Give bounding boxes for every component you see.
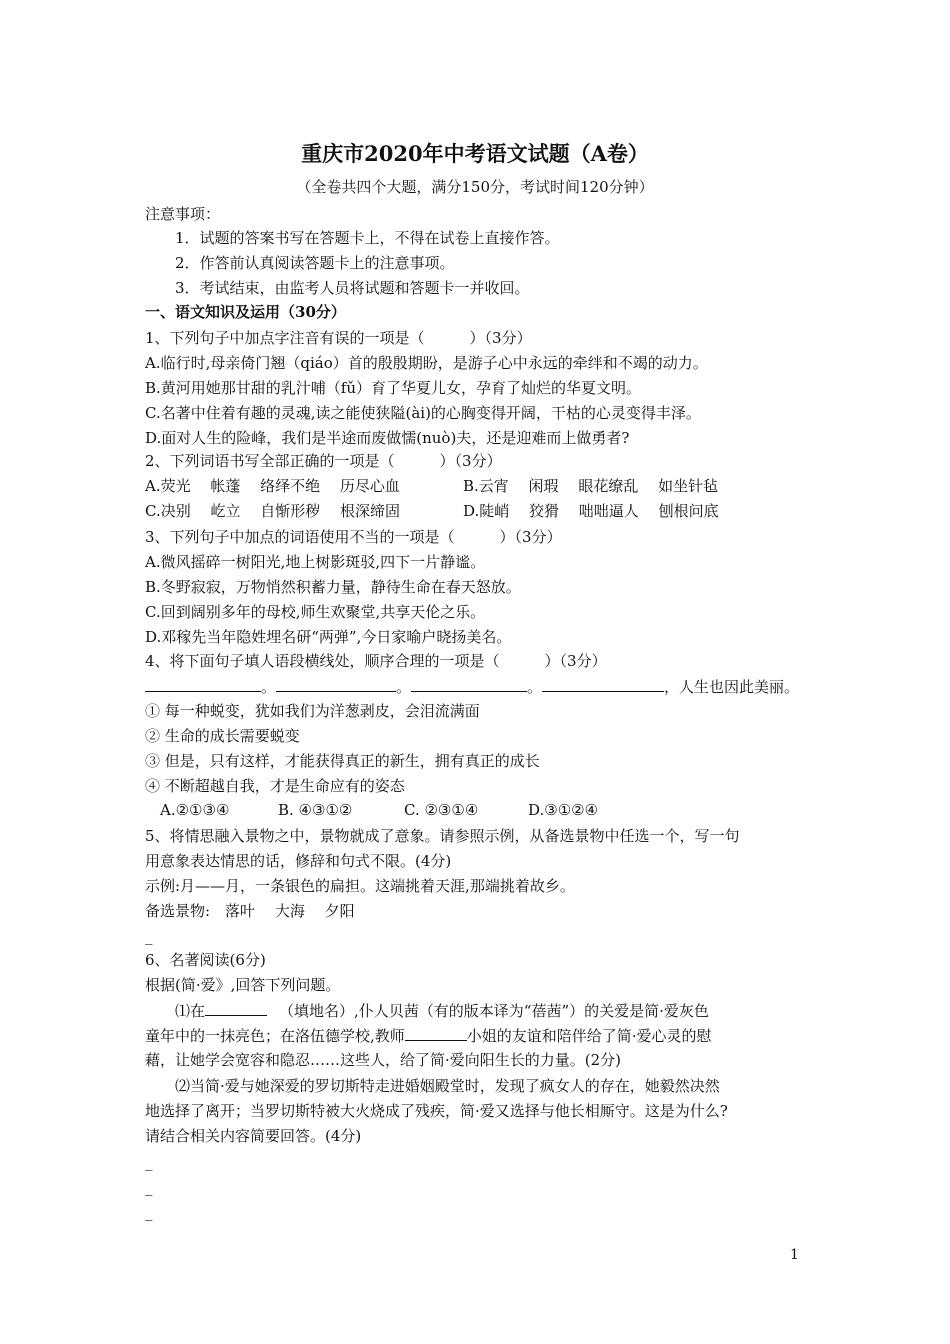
question-option: B.黄河用她那甘甜的乳汁哺（fǔ）育了华夏儿女，孕育了灿烂的华夏文明。 xyxy=(145,379,642,397)
question-option: A.微风摇碎一树阳光,地上树影斑驳,四下一片静谧。 xyxy=(145,553,486,571)
question-stem: 2、下列词语书写全部正确的一项是（ ）（3分） xyxy=(145,452,502,470)
subquestion-line: 藉，让她学会宽容和隐忍……这些人，给了简·爱向阳生长的力量。(2分) xyxy=(145,1051,622,1069)
question-option: A.荧光 帐蓬 络绎不绝 历尽心血 xyxy=(145,477,400,495)
blank-separator: 。 xyxy=(261,678,277,696)
page-title: 重庆市2020年中考语文试题（A卷） xyxy=(301,141,649,166)
question-option: D.③①②④ xyxy=(528,801,599,819)
answer-line[interactable]: _ xyxy=(145,1178,153,1196)
example-text: 示例:月——月，一条银色的扁担。这端挑着天涯,那端挑着故乡。 xyxy=(145,877,575,895)
subquestion-line: ⑵当简·爱与她深爱的罗切斯特走进婚姻殿堂时，发现了疯女人的存在，她毅然决然 xyxy=(175,1077,720,1095)
question-stem: 1、下列句子中加点字注音有误的一项是（ ）（3分） xyxy=(145,329,532,347)
subquestion-line: 地选择了离开；当罗切斯特被大火烧成了残疾，简·爱又选择与他长相厮守。这是为什么? xyxy=(145,1102,728,1120)
question-option: C.回到阔别多年的母校,师生欢聚堂,共享天伦之乐。 xyxy=(145,603,486,621)
answer-line[interactable]: _ xyxy=(145,927,153,945)
fill-blank-line xyxy=(145,676,799,697)
question-intro: 根据(简·爱》,回答下列问题。 xyxy=(145,976,341,994)
blank-separator: 。 xyxy=(396,678,412,696)
question-option: A.②①③④ xyxy=(160,801,230,819)
question-option: B.冬野寂寂，万物悄然积蓄力量，静待生命在春天怒放。 xyxy=(145,578,521,596)
blank-separator: 。 xyxy=(527,678,543,696)
question-stem: 4、将下面句子填人语段横线处，顺序合理的一项是（ ）（3分） xyxy=(145,652,607,670)
choice-row xyxy=(160,800,598,820)
answer-line[interactable]: _ xyxy=(145,1153,153,1171)
question-stem: 6、名著阅读(6分) xyxy=(145,951,266,969)
page-number: 1 xyxy=(790,1247,799,1263)
option-row xyxy=(145,476,718,496)
sentence-item: ① 每一种蜕变，犹如我们为洋葱剥皮，会泪流满面 xyxy=(145,702,480,720)
sentence-item: ② 生命的成长需要蜕变 xyxy=(145,727,300,745)
section-heading: 一、语文知识及运用（30分） xyxy=(145,303,346,321)
notice-item: 3．考试结束，由监考人员将试题和答题卡一并收回。 xyxy=(175,279,530,297)
answer-blank[interactable] xyxy=(276,676,396,692)
subquestion-line xyxy=(175,1000,709,1021)
answer-line[interactable]: _ xyxy=(145,1203,153,1221)
answer-blank[interactable] xyxy=(205,1000,267,1016)
question-option: C.决别 屹立 自惭形秽 根深缔固 xyxy=(145,502,401,520)
notice-item: 2．作答前认真阅读答题卡上的注意事项。 xyxy=(175,254,455,272)
option-row xyxy=(145,501,719,521)
notice-heading: 注意事项： xyxy=(145,205,221,223)
question-stem: 用意象表达情思的话，修辞和句式不限。(4分) xyxy=(145,852,452,870)
subquestion-text: （填地名）,仆人贝茜（有的版本译为“蓓茜”）的关爱是简·爱灰色 xyxy=(279,1002,709,1020)
subquestion-line xyxy=(145,1025,712,1046)
question-stem: 3、下列句子中加点的词语使用不当的一项是（ ）（3分） xyxy=(145,528,562,546)
question-option: B.云宵 闲瑕 眼花缭乱 如坐针毡 xyxy=(463,477,719,495)
question-option: C.名著中住着有趣的灵魂,读之能使狭隘(ài)的心胸变得开阔，干枯的心灵变得丰泽。 xyxy=(145,404,701,422)
subquestion-text: 小姐的友谊和陪伴给了简·爱心灵的慰 xyxy=(466,1027,712,1045)
question-option: C. ②③①④ xyxy=(404,801,479,819)
answer-blank[interactable] xyxy=(145,676,261,692)
answer-blank[interactable] xyxy=(405,1025,467,1041)
answer-blank[interactable] xyxy=(411,676,527,692)
question-option: D.面对人生的险峰，我们是半途而废做懦(nuò)夫，还是迎难而上做勇者? xyxy=(145,429,630,447)
answer-blank[interactable] xyxy=(542,676,664,692)
candidate-words: 备选景物: 落叶 大海 夕阳 xyxy=(145,902,355,920)
blank-ending: ，人生也因此美丽。 xyxy=(664,678,800,696)
notice-item: 1．试题的答案书写在答题卡上，不得在试卷上直接作答。 xyxy=(175,229,560,247)
subquestion-text: ⑴在 xyxy=(175,1002,206,1020)
question-option: A.临行时,母亲倚门翘（qiáo）首的殷殷期盼，是游子心中永远的牵绊和不竭的动力。 xyxy=(145,354,708,372)
question-stem: 5、将情思融入景物之中，景物就成了意象。请参照示例，从备选景物中任选一个，写一句 xyxy=(145,827,740,845)
question-option: D.陡峭 狡猾 咄咄逼人 刨根问底 xyxy=(463,502,719,520)
subquestion-line: 请结合相关内容简要回答。(4分) xyxy=(145,1127,362,1145)
sentence-item: ④ 不断超越自我，才是生命应有的姿态 xyxy=(145,777,405,795)
question-option: D.邓稼先当年隐姓埋名研“两弹”,今日家喻户晓扬美名。 xyxy=(145,628,512,646)
page-subtitle: （全卷共四个大题，满分150分，考试时间120分钟） xyxy=(296,178,654,196)
question-option: B. ④③①② xyxy=(278,801,353,819)
sentence-item: ③ 但是，只有这样，才能获得真正的新生，拥有真正的成长 xyxy=(145,752,540,770)
subquestion-text: 童年中的一抹亮色；在洛伍德学校,教师 xyxy=(145,1027,405,1045)
